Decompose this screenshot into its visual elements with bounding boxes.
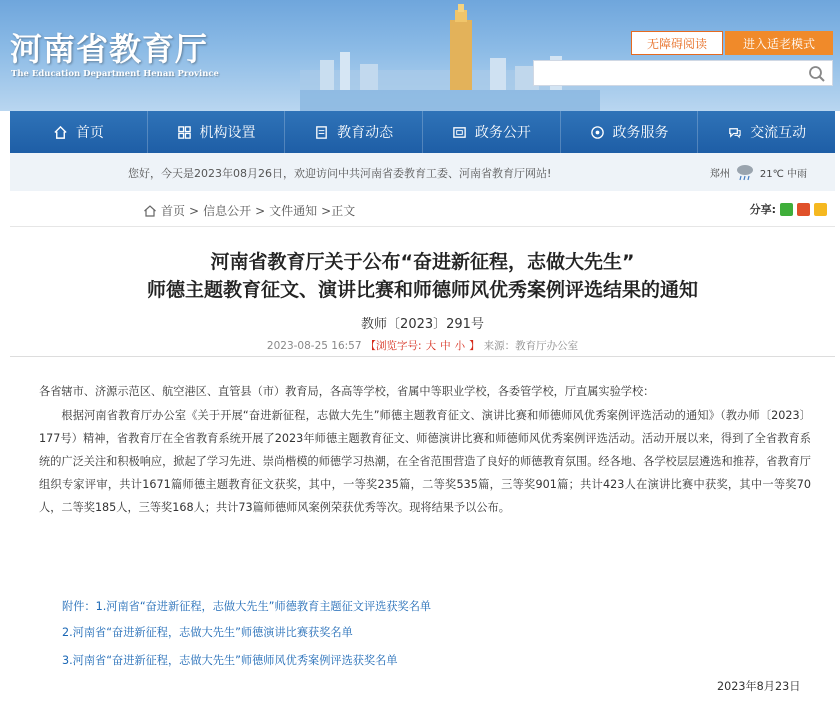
font-size-small[interactable]: 小 xyxy=(454,340,466,352)
sign-date: 2023年8月23日 xyxy=(717,680,801,693)
nav-item-gov-service[interactable] xyxy=(561,111,699,153)
article-paragraph: 根据河南省教育厅办公室《关于开展“奋进新征程，志做大先生”师德主题教育征文、演讲比赛和师德师风优秀案例评选活动的通知》（教办师〔2023〕177号）精神，省教育厅在全省教育系统开展了2023年师德主题教育征文、师德演讲比赛和师德师风优秀案例评选活动。活动开展以来，得到了全省教育系统的广泛关注和积极响应，掀起了学习先进、崇尚楷模的师德学习热潮，在全省范围营造了良好的师德教育氛围。经各地、各学校层层遴选和推荐，省教育厅组织专家评审，共计1671篇师德主题教育征文获奖，其中，一等奖235篇，二等奖535篇，三等奖901篇；共计423人在演讲比赛中获奖，其中一等奖70人，二等奖185人，三等奖168人；共计73篇师德师风案例荣获优秀等次。现将结果予以公布。 xyxy=(39,409,811,514)
site-title: 河南省教育厅 xyxy=(10,30,209,68)
share-label: 分享: xyxy=(749,203,776,216)
weather-city: 郑州 xyxy=(709,168,730,180)
font-size-large[interactable]: 大 xyxy=(425,340,437,352)
share-bar xyxy=(750,201,827,217)
org-icon xyxy=(177,125,192,140)
breadcrumb-row xyxy=(10,191,835,227)
nav-item-interact[interactable] xyxy=(698,111,835,153)
search-box xyxy=(533,60,833,86)
service-icon xyxy=(590,125,605,140)
home-icon xyxy=(53,125,68,140)
site-subtitle: The Education Department Henan Province xyxy=(11,69,219,79)
breadcrumb-sep: > xyxy=(255,203,266,218)
nav-label: 机构设置 xyxy=(199,125,256,141)
nav-label: 政务公开 xyxy=(474,125,531,141)
nav-item-home[interactable] xyxy=(10,111,148,153)
font-size-suffix: 】 xyxy=(469,340,480,352)
attachment-label: 附件： xyxy=(62,600,96,613)
weather-temp: 21℃ 中雨 xyxy=(759,168,807,180)
breadcrumb-current: >正文 xyxy=(321,204,356,218)
document-number: 教师〔2023〕291号 xyxy=(361,317,484,332)
weibo-share-icon[interactable] xyxy=(797,203,810,216)
breadcrumb xyxy=(143,202,355,219)
news-icon xyxy=(314,125,329,140)
article-title-line2: 师德主题教育征文、演讲比赛和师德师风优秀案例评选结果的通知 xyxy=(146,279,698,301)
nav-label: 首页 xyxy=(75,125,104,141)
wechat-share-icon[interactable] xyxy=(780,203,793,216)
article-title-line1: 河南省教育厅关于公布“奋进新征程，志做大先生” xyxy=(210,251,635,273)
city-skyline-banner xyxy=(300,0,600,111)
article-greeting: 各省辖市、济源示范区、航空港区、直管县（市）教育局，各高等学校，省属中等职业学校，各委管学校，厅直属实验学校： xyxy=(39,385,655,398)
qzone-share-icon[interactable] xyxy=(814,203,827,216)
nav-item-news[interactable] xyxy=(285,111,423,153)
main-nav xyxy=(10,111,835,153)
elder-mode-button[interactable]: 进入适老模式 xyxy=(725,31,833,55)
breadcrumb-sep: > xyxy=(189,203,200,218)
welcome-text: 您好，今天是2023年08月26日，欢迎访问中共河南省委教育工委、河南省教育厅网站! xyxy=(128,167,552,180)
font-size-prefix: 【浏览字号: xyxy=(365,340,422,352)
nav-item-gov-open[interactable] xyxy=(423,111,561,153)
doc-icon xyxy=(452,125,467,140)
nav-item-org[interactable] xyxy=(148,111,286,153)
article-meta xyxy=(10,335,835,357)
breadcrumb-home[interactable]: 首页 xyxy=(161,204,186,218)
breadcrumb-info[interactable]: 信息公开 xyxy=(203,204,252,218)
accessible-reading-button[interactable]: 无障碍阅读 xyxy=(631,31,723,55)
font-size-medium[interactable]: 中 xyxy=(440,340,451,352)
rain-cloud-icon xyxy=(734,163,756,181)
nav-label: 教育动态 xyxy=(337,125,394,141)
article-panel xyxy=(10,191,835,726)
breadcrumb-notice[interactable]: 文件通知 xyxy=(269,204,318,218)
attachment-link-3[interactable]: 3.河南省“奋进新征程，志做大先生”师德师风优秀案例评选获奖名单 xyxy=(62,654,398,667)
search-icon[interactable] xyxy=(808,65,826,83)
nav-label: 交流互动 xyxy=(750,125,807,141)
site-header xyxy=(0,0,840,111)
interact-icon xyxy=(727,125,742,140)
home-icon xyxy=(143,204,157,218)
weather-widget xyxy=(710,163,807,181)
welcome-bar xyxy=(10,153,835,191)
article-source: 来源：教育厅办公室 xyxy=(483,340,579,352)
attachment-link-2[interactable]: 2.河南省“奋进新征程，志做大先生”师德演讲比赛获奖名单 xyxy=(62,626,353,639)
search-input[interactable] xyxy=(534,61,804,85)
nav-label: 政务服务 xyxy=(612,125,669,141)
attachment-title: 1.河南省“奋进新征程，志做大先生”师德教育主题征文评选获奖名单 xyxy=(95,600,432,613)
publish-date: 2023-08-25 16:57 xyxy=(266,339,362,352)
attachment-link-1[interactable] xyxy=(62,598,431,614)
